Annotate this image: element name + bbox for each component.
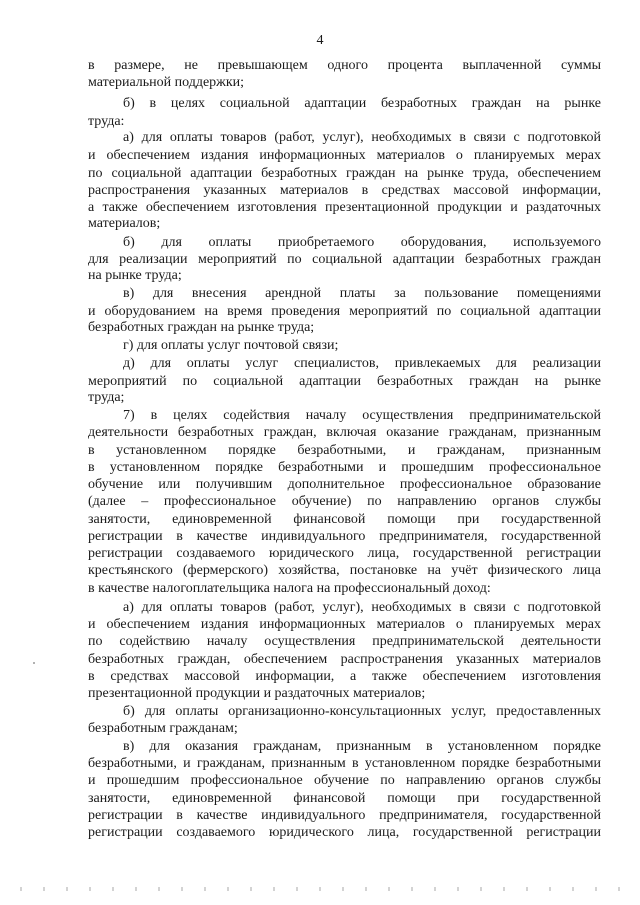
text-line: регистрации в качестве индивидуального предпринимателя, государственной: [88, 529, 601, 544]
text-line: по социальной адаптации безработных граждан на рынке труда, обеспечением: [88, 166, 601, 181]
text-line: на рынке труда;: [88, 268, 182, 283]
text-line: безработных граждан на рынке труда;: [88, 320, 315, 335]
text-line: регистрации создаваемого юридического лица, государственной регистрации: [88, 825, 601, 840]
scan-noise-strip: [20, 887, 620, 891]
text-line: в установленном порядке безработными и прошедшим профессиональное: [88, 460, 601, 475]
text-line: 7) в целях содействия началу осуществления предпринимательской: [123, 408, 601, 423]
text-line: труда;: [88, 390, 125, 405]
text-line: г) для оплаты услуг почтовой связи;: [123, 338, 339, 353]
text-line: труда:: [88, 114, 125, 129]
text-line: регистрации в качестве индивидуального предпринимателя, государственной: [88, 808, 601, 823]
text-line: б) в целях социальной адаптации безработных граждан на рынке: [123, 96, 601, 111]
text-line: а) для оплаты товаров (работ, услуг), необходимых в связи с подготовкой: [123, 600, 601, 615]
text-line: безработными, и гражданам, признанным в установленном порядке безработными: [88, 756, 601, 771]
text-line: мероприятий по социальной адаптации безработных граждан на рынке: [88, 374, 601, 389]
text-line: и оборудованием на время проведения мероприятий по социальной адаптации: [88, 304, 601, 319]
text-line: занятости, единовременной финансовой помощи при государственной: [88, 512, 601, 527]
text-line: материальной поддержки;: [88, 75, 245, 90]
text-line: и обеспечением издания информационных материалов о планируемых мерах: [88, 617, 601, 632]
text-line: для реализации мероприятий по социальной адаптации безработных граждан: [88, 252, 601, 267]
text-line: деятельности безработных граждан, включая оказание гражданам, признанным: [88, 425, 601, 440]
text-line: д) для оплаты услуг специалистов, привлекаемых для реализации: [123, 356, 601, 371]
text-line: в качестве налогоплательщика налога на профессиональный доход:: [88, 581, 491, 596]
text-line: занятости, единовременной финансовой помощи при государственной: [88, 791, 601, 806]
text-line: б) для оплаты организационно-консультационных услуг, предоставленных: [123, 704, 601, 719]
text-line: а) для оплаты товаров (работ, услуг), необходимых в связи с подготовкой: [123, 130, 601, 145]
text-line: б) для оплаты приобретаемого оборудования, используемого: [123, 235, 601, 250]
text-line: по содействию началу осуществления предпринимательской деятельности: [88, 634, 601, 649]
text-line: в средствах массовой информации, а также обеспечением изготовления: [88, 669, 601, 684]
text-line: безработным гражданам;: [88, 721, 238, 736]
text-line: в) для внесения арендной платы за пользование помещениями: [123, 286, 601, 301]
text-line: и обеспечением издания информационных материалов о планируемых мерах: [88, 148, 601, 163]
scan-speck: [33, 662, 35, 664]
text-line: материалов;: [88, 216, 161, 231]
text-line: презентационной продукции и раздаточных материалов;: [88, 686, 426, 701]
text-line: распространения указанных материалов в средствах массовой информации,: [88, 183, 601, 198]
text-line: и прошедшим профессиональное обучение по направлению органов службы: [88, 773, 601, 788]
text-line: а также обеспечением изготовления презентационной продукции и раздаточных: [88, 200, 601, 215]
text-line: крестьянского (фермерского) хозяйства, постановке на учёт физического лица: [88, 563, 601, 578]
text-line: безработных граждан, обеспечением распространения указанных материалов: [88, 652, 601, 667]
text-line: (далее – профессиональное обучение) по направлению органов службы: [88, 494, 601, 509]
page-number: 4: [316, 33, 324, 48]
text-line: обучение или получившим дополнительное профессиональное образование: [88, 477, 601, 492]
text-line: в размере, не превышающем одного процента выплаченной суммы: [88, 58, 601, 73]
text-line: в установленном порядке безработными, и гражданам, признанным: [88, 443, 601, 458]
text-line: в) для оказания гражданам, признанным в установленном порядке: [123, 739, 601, 754]
text-line: регистрации создаваемого юридического лица, государственной регистрации: [88, 546, 601, 561]
